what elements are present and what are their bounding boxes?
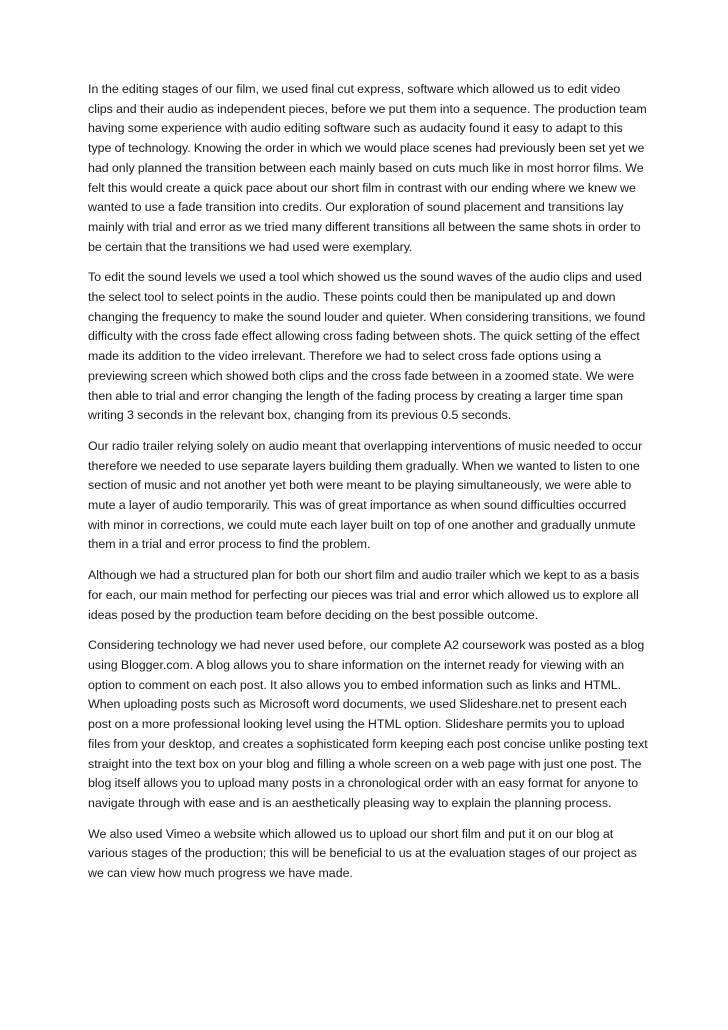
paragraph-blog-technology: Considering technology we had never used before, our complete A2 coursework was posted as a blog using Blogger.com. A blog allows you to share information on the internet ready for viewing with an option to comment on each post. It also allows you to embed information such as links and HTML. When uploading posts such as Microsoft word documents, we used Slideshare.net to present each post on a more professional looking level using the HTML option. Slideshare permits you to upload files from your desktop, and creates a sophisticated form keeping each post concise unlike posting text straight into the text box on your blog and filling a whole screen on a web page with just one post. The blog itself allows you to upload many posts in a chronological order with an easy format for anyone to navigate through with ease and is an aesthetically pleasing way to explain the planning process. (88, 638, 648, 810)
document-page (88, 80, 648, 895)
paragraph-vimeo: We also used Vimeo a website which allowed us to upload our short film and put it on our blog at various stages of the production; this will be beneficial to us at the evaluation stages of our project as we can view how much progress we have made. (88, 826, 637, 881)
paragraph-editing-stages: In the editing stages of our film, we used final cut express, software which allowed us to edit video clips and their audio as independent pieces, before we put them into a sequence. The production team having some experience with audio editing software such as audacity found it easy to adapt to this type of technology. Knowing the order in which we would place scenes had previously been set yet we had only planned the transition between each mainly based on cuts much like in most horror films. We felt this would create a quick pace about our short film in contrast with our ending where we knew we wanted to use a fade transition into credits. Our exploration of sound placement and transitions lay mainly with trial and error as we tried many different transitions all between the same shots in order to be certain that the transitions we had used were exemplary. (88, 82, 647, 254)
paragraph-sound-levels: To edit the sound levels we used a tool which showed us the sound waves of the audio clips and used the select tool to select points in the audio. These points could then be manipulated up and down changing the frequency to make the sound louder and quieter. When considering transitions, we found difficulty with the cross fade effect allowing cross fading between shots. The quick setting of the effect made its addition to the video irrelevant. Therefore we had to select cross fade options using a previewing screen which showed both clips and the cross fade between in a zoomed state. We were then able to trial and error changing the length of the fading process by creating a larger time span writing 3 seconds in the relevant box, changing from its previous 0.5 seconds. (88, 270, 646, 423)
paragraph-structured-plan: Although we had a structured plan for both our short film and audio trailer which we kept to as a basis for each, our main method for perfecting our pieces was trial and error which allowed us to explore all ideas posed by the production team before deciding on the best possible outcome. (88, 568, 640, 622)
paragraph-radio-trailer: Our radio trailer relying solely on audio meant that overlapping interventions of music needed to occur therefore we needed to use separate layers building them gradually. When we wanted to listen to one section of music and not another yet both were meant to be playing simultaneously, we were able to mute a layer of audio temporarily. This was of great importance as when sound difficulties occurred with minor in corrections, we could mute each layer built on top of one another and gradually unmute them in a trial and error process to find the problem. (88, 438, 643, 552)
